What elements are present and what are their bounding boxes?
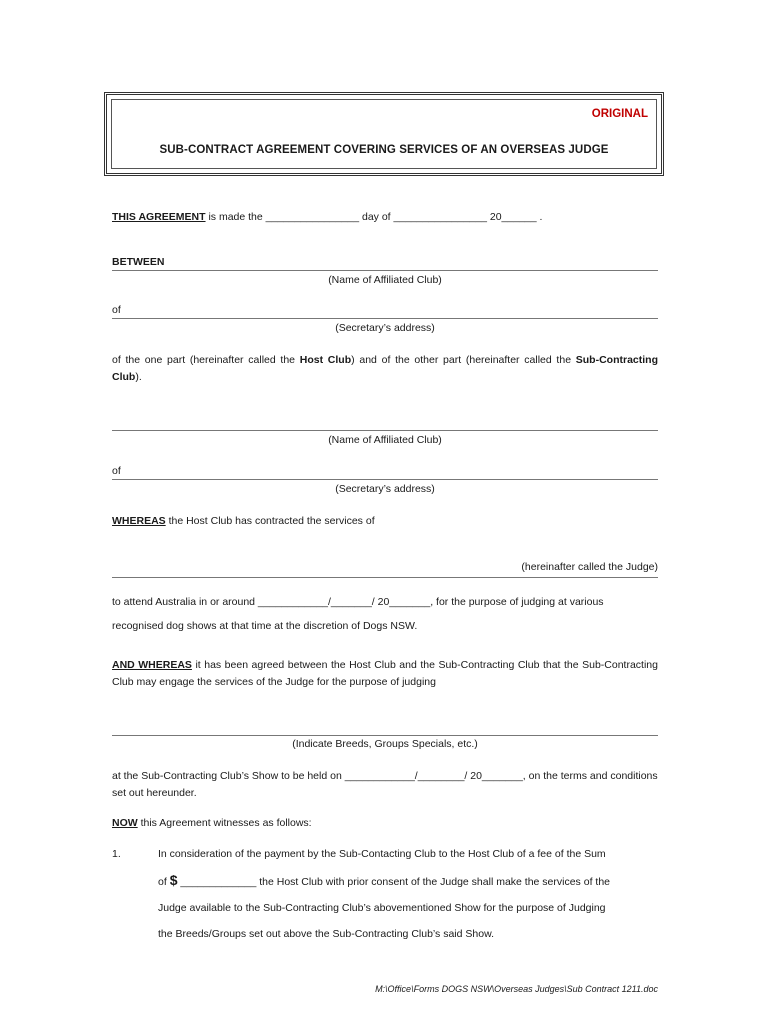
judge-line: [112, 577, 658, 578]
clause-1-line2: [158, 867, 658, 895]
addr2-line: [112, 479, 658, 480]
show-paragraph: at the Sub-Contracting Club’s Show to be held on ____________/________/ 20_______, on the terms and conditions set out hereunder.: [112, 770, 658, 799]
clause-1-line3: Judge available to the Sub-Contracting Club’s abovementioned Show for the purpose of Judging: [158, 902, 606, 914]
clause-1-line4: the Breeds/Groups set out above the Sub-Contracting Club’s said Show.: [158, 928, 495, 940]
whereas-label: WHEREAS: [112, 515, 166, 527]
clause-1-of: of: [158, 876, 170, 888]
clause-1-number: 1.: [112, 848, 121, 860]
addr1-line: [112, 318, 658, 319]
now-line: [112, 815, 658, 832]
header-inner-border: [111, 99, 657, 169]
intro-line: [112, 209, 658, 226]
part-text-c: ).: [135, 371, 142, 383]
breeds-line: [112, 735, 658, 736]
part-text-b: ) and of the other part (hereinafter called the: [351, 354, 576, 366]
now-text: this Agreement witnesses as follows:: [137, 817, 312, 829]
this-agreement-label: THIS AGREEMENT: [112, 211, 206, 223]
addr2-caption: (Secretary’s address): [335, 483, 435, 495]
between-label: BETWEEN: [112, 256, 165, 268]
recognised-line: recognised dog shows at that time at the discretion of Dogs NSW.: [112, 620, 418, 632]
judge-caption: (hereinafter called the Judge): [521, 561, 658, 573]
clause-1-text: [158, 841, 658, 947]
now-label: NOW: [112, 817, 138, 829]
part-text-a: of the one part (hereinafter called the: [112, 354, 300, 366]
attend-line: to attend Australia in or around ____________/_______/ 20_______, for the purpose of judging at various: [112, 596, 604, 608]
club1-line: [112, 270, 658, 271]
clause-1-line1: In consideration of the payment by the Sub-Contacting Club to the Host Club of a fee of the Sum: [158, 848, 606, 860]
intro-text: is made the ________________ day of ________________ 20______ .: [205, 211, 543, 223]
breeds-caption: (Indicate Breeds, Groups Specials, etc.): [292, 738, 478, 750]
club2-caption: (Name of Affiliated Club): [328, 434, 442, 446]
and-whereas-text: it has been agreed between the Host Club and the Sub-Contracting Club that the Sub-Contracting Club may engage the services of the Judge for the purpose of judging: [112, 659, 658, 688]
of2-label: of: [112, 465, 121, 477]
whereas-text: the Host Club has contracted the services of: [165, 515, 375, 527]
clause-1-line2-rest: _____________ the Host Club with prior consent of the Judge shall make the services of the: [177, 876, 610, 888]
club1-caption: (Name of Affiliated Club): [328, 274, 442, 286]
of1-label: of: [112, 304, 121, 316]
dollar-sign: $: [169, 872, 178, 888]
original-stamp: ORIGINAL: [591, 108, 648, 120]
whereas-line: [112, 513, 658, 530]
document-title: SUB-CONTRACT AGREEMENT COVERING SERVICES OF AN OVERSEAS JUDGE: [159, 144, 609, 156]
and-whereas-label: AND WHEREAS: [112, 659, 192, 671]
host-club-term: Host Club: [299, 354, 352, 366]
header-box: [104, 92, 664, 176]
parties-paragraph: [112, 352, 658, 386]
sub-club-term: Sub-Contracting Club: [112, 354, 659, 383]
and-whereas-paragraph: [112, 657, 658, 691]
club2-line: [112, 430, 658, 431]
addr1-caption: (Secretary’s address): [335, 322, 435, 334]
footer-file-path: M:\Office\Forms DOGS NSW\Overseas Judges\Sub Contract 1211.doc: [375, 984, 658, 994]
